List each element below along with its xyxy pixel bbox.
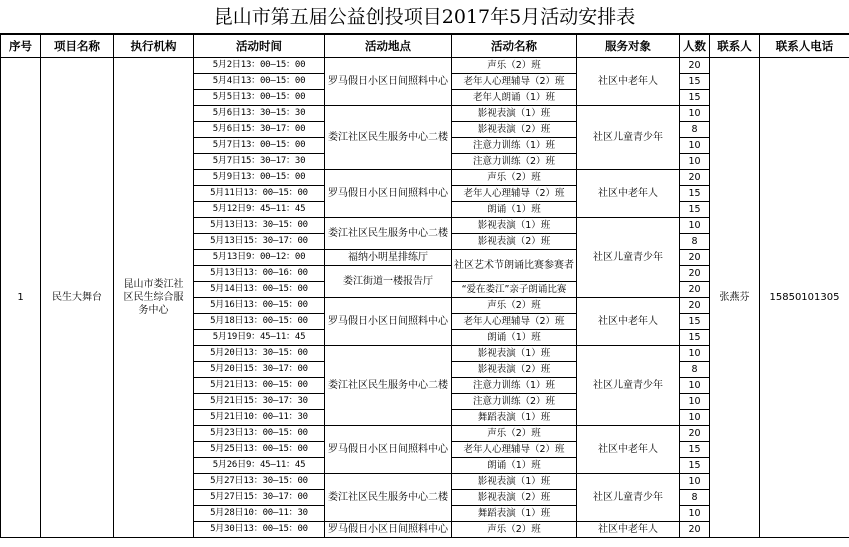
cell-activity: 声乐（2）班 — [452, 298, 577, 314]
cell-time: 5月27日13：30—15：00 — [194, 474, 325, 490]
cell-project-name: 民生大舞台 — [41, 58, 114, 538]
cell-count: 10 — [680, 218, 710, 234]
cell-phone: 15850101305 — [760, 58, 849, 538]
cell-time: 5月14日13：00—15：00 — [194, 282, 325, 298]
cell-count: 20 — [680, 282, 710, 298]
cell-target: 社区儿童青少年 — [577, 218, 680, 298]
cell-activity: 影视表演（2）班 — [452, 234, 577, 250]
cell-activity: 注意力训练（1）班 — [452, 378, 577, 394]
header-seq: 序号 — [1, 35, 41, 58]
cell-time: 5月11日13：00—15：00 — [194, 186, 325, 202]
cell-activity: 影视表演（1）班 — [452, 218, 577, 234]
cell-time: 5月26日9：45—11：45 — [194, 458, 325, 474]
cell-location: 娄江社区民生服务中心二楼 — [325, 474, 452, 522]
table-row — [1, 58, 849, 74]
cell-count: 10 — [680, 410, 710, 426]
cell-time: 5月27日15：30—17：00 — [194, 490, 325, 506]
cell-location: 罗马假日小区日间照料中心 — [325, 170, 452, 218]
cell-activity: 影视表演（1）班 — [452, 106, 577, 122]
cell-location: 罗马假日小区日间照料中心 — [325, 298, 452, 346]
cell-time: 5月16日13：00—15：00 — [194, 298, 325, 314]
cell-activity: 影视表演（2）班 — [452, 122, 577, 138]
schedule-table — [0, 34, 849, 538]
cell-activity: 注意力训练（1）班 — [452, 138, 577, 154]
document-title: 昆山市第五届公益创投项目2017年5月活动安排表 — [0, 0, 849, 34]
cell-time: 5月20日15：30—17：00 — [194, 362, 325, 378]
cell-activity: 声乐（2）班 — [452, 522, 577, 538]
cell-count: 10 — [680, 154, 710, 170]
cell-count: 8 — [680, 122, 710, 138]
header-target: 服务对象 — [577, 35, 680, 58]
cell-activity: 老年人心理辅导（2）班 — [452, 442, 577, 458]
cell-location: 娄江社区民生服务中心二楼 — [325, 106, 452, 170]
cell-location: 罗马假日小区日间照料中心 — [325, 426, 452, 474]
header-location: 活动地点 — [325, 35, 452, 58]
cell-count: 20 — [680, 58, 710, 74]
cell-count: 15 — [680, 330, 710, 346]
cell-time: 5月2日13：00—15：00 — [194, 58, 325, 74]
cell-time: 5月13日13：30—15：00 — [194, 218, 325, 234]
cell-count: 20 — [680, 522, 710, 538]
cell-time: 5月19日9：45—11：45 — [194, 330, 325, 346]
cell-time: 5月28日10：00—11：30 — [194, 506, 325, 522]
cell-location: 娄江社区民生服务中心二楼 — [325, 218, 452, 250]
cell-time: 5月13日9：00—12：00 — [194, 250, 325, 266]
cell-activity: 声乐（2）班 — [452, 170, 577, 186]
cell-activity: 舞蹈表演（1）班 — [452, 506, 577, 522]
cell-activity: 朗诵（1）班 — [452, 330, 577, 346]
cell-location: 罗马假日小区日间照料中心 — [325, 58, 452, 106]
cell-target: 社区儿童青少年 — [577, 346, 680, 426]
cell-count: 20 — [680, 250, 710, 266]
cell-target: 社区中老年人 — [577, 170, 680, 218]
cell-count: 20 — [680, 266, 710, 282]
cell-activity: 朗诵（1）班 — [452, 202, 577, 218]
cell-time: 5月7日13：00—15：00 — [194, 138, 325, 154]
cell-activity: 朗诵（1）班 — [452, 458, 577, 474]
cell-seq: 1 — [1, 58, 41, 538]
header-activity: 活动名称 — [452, 35, 577, 58]
header-phone: 联系人电话 — [760, 35, 849, 58]
cell-activity: 影视表演（2）班 — [452, 490, 577, 506]
cell-activity: 注意力训练（2）班 — [452, 394, 577, 410]
cell-count: 20 — [680, 298, 710, 314]
cell-time: 5月20日13：30—15：00 — [194, 346, 325, 362]
cell-target: 社区中老年人 — [577, 426, 680, 474]
cell-time: 5月6日15：30—17：00 — [194, 122, 325, 138]
cell-count: 20 — [680, 426, 710, 442]
cell-time: 5月13日13：00—16：00 — [194, 266, 325, 282]
cell-activity: 影视表演（1）班 — [452, 474, 577, 490]
cell-target: 社区中老年人 — [577, 58, 680, 106]
cell-activity: “爱在娄江”亲子朗诵比赛 — [452, 282, 577, 298]
header-contact: 联系人 — [710, 35, 760, 58]
cell-count: 20 — [680, 170, 710, 186]
cell-count: 15 — [680, 202, 710, 218]
cell-count: 15 — [680, 74, 710, 90]
header-count: 人数 — [680, 35, 710, 58]
cell-count: 15 — [680, 186, 710, 202]
cell-count: 8 — [680, 362, 710, 378]
cell-location: 福纳小明星排练厅 — [325, 250, 452, 266]
cell-count: 10 — [680, 474, 710, 490]
header-time: 活动时间 — [194, 35, 325, 58]
cell-time: 5月25日13：00—15：00 — [194, 442, 325, 458]
cell-time: 5月18日13：00—15：00 — [194, 314, 325, 330]
cell-time: 5月5日13：00—15：00 — [194, 90, 325, 106]
cell-time: 5月12日9：45—11：45 — [194, 202, 325, 218]
cell-activity: 影视表演（2）班 — [452, 362, 577, 378]
cell-time: 5月21日10：00—11：30 — [194, 410, 325, 426]
header-row — [1, 35, 849, 58]
cell-count: 15 — [680, 90, 710, 106]
header-org: 执行机构 — [114, 35, 194, 58]
cell-target: 社区中老年人 — [577, 298, 680, 346]
cell-activity: 影视表演（1）班 — [452, 346, 577, 362]
cell-time: 5月23日13：00—15：00 — [194, 426, 325, 442]
cell-time: 5月21日13：00—15：00 — [194, 378, 325, 394]
cell-count: 10 — [680, 106, 710, 122]
cell-location: 娄江街道一楼报告厅 — [325, 266, 452, 298]
cell-time: 5月30日13：00—15：00 — [194, 522, 325, 538]
cell-activity: 声乐（2）班 — [452, 426, 577, 442]
cell-count: 15 — [680, 314, 710, 330]
cell-org: 昆山市娄江社区民生综合服务中心 — [114, 58, 194, 538]
cell-activity: 声乐（2）班 — [452, 58, 577, 74]
cell-time: 5月7日15：30—17：30 — [194, 154, 325, 170]
cell-target: 社区儿童青少年 — [577, 474, 680, 522]
cell-activity: 社区艺术节朗诵比赛参赛者 — [452, 250, 577, 282]
cell-count: 10 — [680, 506, 710, 522]
cell-activity: 老年人朗诵（1）班 — [452, 90, 577, 106]
cell-count: 8 — [680, 490, 710, 506]
cell-count: 10 — [680, 138, 710, 154]
cell-target: 社区儿童青少年 — [577, 106, 680, 170]
cell-count: 10 — [680, 394, 710, 410]
cell-time: 5月6日13：30—15：30 — [194, 106, 325, 122]
cell-time: 5月4日13：00—15：00 — [194, 74, 325, 90]
cell-count: 15 — [680, 458, 710, 474]
cell-time: 5月9日13：00—15：00 — [194, 170, 325, 186]
cell-time: 5月13日15：30—17：00 — [194, 234, 325, 250]
cell-count: 15 — [680, 442, 710, 458]
cell-location: 娄江社区民生服务中心二楼 — [325, 346, 452, 426]
cell-time: 5月21日15：30—17：30 — [194, 394, 325, 410]
cell-location: 罗马假日小区日间照料中心 — [325, 522, 452, 538]
cell-count: 8 — [680, 234, 710, 250]
header-project: 项目名称 — [41, 35, 114, 58]
cell-activity: 注意力训练（2）班 — [452, 154, 577, 170]
cell-contact: 张燕芬 — [710, 58, 760, 538]
cell-activity: 老年人心理辅导（2）班 — [452, 74, 577, 90]
cell-count: 10 — [680, 346, 710, 362]
cell-activity: 舞蹈表演（1）班 — [452, 410, 577, 426]
cell-count: 10 — [680, 378, 710, 394]
cell-activity: 老年人心理辅导（2）班 — [452, 186, 577, 202]
cell-target: 社区中老年人 — [577, 522, 680, 538]
cell-activity: 老年人心理辅导（2）班 — [452, 314, 577, 330]
